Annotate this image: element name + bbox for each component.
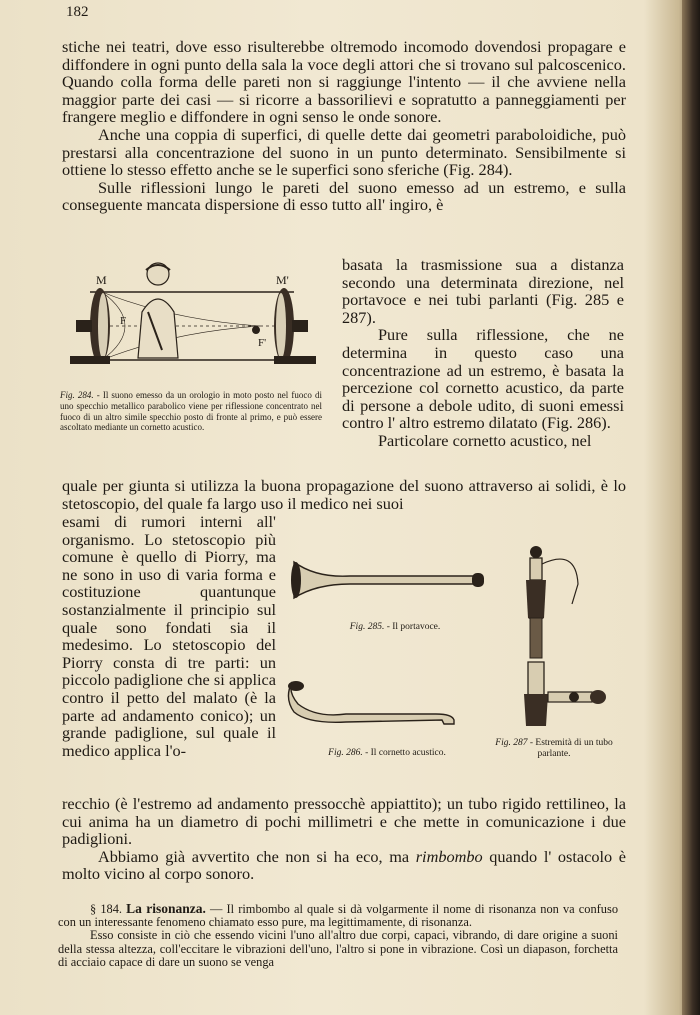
echo-text-a: Abbiamo già avvertito che non si ha eco, ma	[98, 846, 416, 866]
section-184-paragraph-1	[58, 902, 618, 929]
text-block-middle	[62, 477, 626, 512]
figure-286-ear-trumpet	[286, 672, 458, 728]
fig284-caption-text: - Il suono emesso da un orologio in moto posto nel fuoco di uno specchio metallico parabolico viene per riflessione concentrato nel fuoco di un altro simile specchio posto di fronte al primo, e può essere ascoltato mediante un cornetto acustico.	[60, 390, 322, 433]
fig287-number: Fig. 287	[495, 738, 528, 748]
fig284-caption-number: Fig. 284.	[60, 390, 94, 400]
paragraph-parabolic: Anche una coppia di superfici, di quelle dette dai geometri paraboloidiche, può prestarsi alla concentrazione del suono in un punto determinato. Sensibilmente si ottiene lo stesso effetto anche se le superfici sono sferiche (Fig. 284).	[62, 124, 626, 180]
fig286-text: - Il cornetto acustico.	[362, 748, 446, 758]
figure-285-caption	[320, 622, 470, 633]
text-block-top	[62, 38, 626, 214]
paragraph-theaters: stiche nei teatri, dove esso risulterebbe oltremodo incomodo dovendosi propagare e diffondere in ogni punto della sala la voce degli attori che si trovano sul palcoscenico. Quando colla forma delle pareti non si raggiunge l'intento — il che avviene nella maggior parte dei casi — si ricorre a bassorilievi e sopratutto a panneggiamenti per frangere meglio e diffondere in ogni senso le onde sonore.	[62, 37, 626, 127]
section-184-resonance	[58, 902, 618, 969]
fig286-number: Fig. 286.	[328, 748, 363, 758]
paragraph-stethoscope-intro: quale per giunta si utilizza la buona propagazione del suono attraverso ai solidi, è lo stetoscopio, del quale fa largo uso il medico nei suoi	[62, 476, 626, 513]
fig285-number: Fig. 285.	[349, 622, 385, 632]
figure-284-caption	[60, 390, 322, 433]
figure-284-parabolic-mirrors	[62, 262, 324, 382]
figure-286-caption	[302, 748, 472, 759]
fig284-label-m2: M'	[276, 273, 289, 287]
figure-285-speaking-trumpet	[290, 556, 490, 604]
text-block-right	[342, 256, 624, 450]
paragraph-echo	[62, 848, 626, 883]
text-block-left-column	[62, 513, 276, 759]
book-binding-edge	[682, 0, 700, 1015]
fig284-label-f: F	[120, 315, 127, 327]
section-184-text-1: — Il rimbombo al quale si dà volgarmente il nome di risonanza non va confuso con un interessante fenomeno chiamato esso pure, ma legittimamente, di risonanza.	[58, 902, 619, 930]
fig285-text: - Il portavoce.	[384, 622, 441, 632]
figure-287-caption	[484, 738, 624, 760]
echo-text-b: quando l' ostacolo è molto vicino al corpo sonoro.	[62, 846, 626, 884]
section-184-paragraph-2: Esso consiste in ciò che essendo vicini l'uno all'altro due corpi, capaci, vibrando, di dare origine a suoni della stessa altezza, coll'eccitare le vibrazioni dell'uno, l'altro si pone in vibrazione. Così un diapason, forchetta di acciaio capace di dare un suono se venga	[58, 928, 618, 969]
fig284-label-m: M	[96, 273, 107, 287]
paragraph-stethoscope-detail: esami di rumori interni all' organismo. Lo stetoscopio più comune è quello di Piorry, ma ne sono in uso di varia forma e costituzione quantunque sostanzialmente il principio sul quale sono fondati sia il medesimo. Lo stetoscopio del Piorry consta di tre parti: un piccolo padiglione che si applica contro il petto del malato (è la parte ad andamento conico); un grande padiglione, sul quale il medico applica l'o-	[62, 512, 276, 760]
section-184-title: La risonanza.	[126, 901, 206, 916]
paragraph-stethoscope-end: recchio (è l'estremo ad andamento pressocchè appiattito); un tubo rigido rettilineo, la cui anima ha un diametro di pochi millimetri e che mette in comunicazione i due padiglioni.	[62, 794, 626, 849]
text-block-bottom	[62, 795, 626, 883]
paragraph-transmission: basata la trasmissione sua a distanza secondo una determinata direzione, nel portavoce e nei tubi parlanti (Fig. 285 e 287).	[342, 255, 624, 327]
paragraph-cornet: Pure sulla riflessione, che ne determina in questo caso una concentrazione ad un estremo, è basata la percezione col cornetto acustico, da parte di persone a debole udito, di suoni emessi contro l' altro estremo dilatato (Fig. 286).	[342, 325, 624, 433]
fig287-text: - Estremità di un tubo parlante.	[527, 738, 613, 759]
page-number: 182	[66, 4, 89, 20]
section-184-number: § 184.	[90, 902, 127, 916]
paragraph-stetho-lead: Particolare cornetto acustico, nel	[378, 430, 592, 450]
fig284-label-f2: F'	[258, 337, 267, 349]
paragraph-reflection: Sulle riflessioni lungo le pareti del suono emesso ad un estremo, e sulla conseguente mancata dispersione di esso tutto all' ingiro, è	[62, 177, 626, 215]
echo-emphasis: rimbombo	[415, 846, 483, 866]
figure-287-speaking-tube-ends	[500, 544, 610, 730]
